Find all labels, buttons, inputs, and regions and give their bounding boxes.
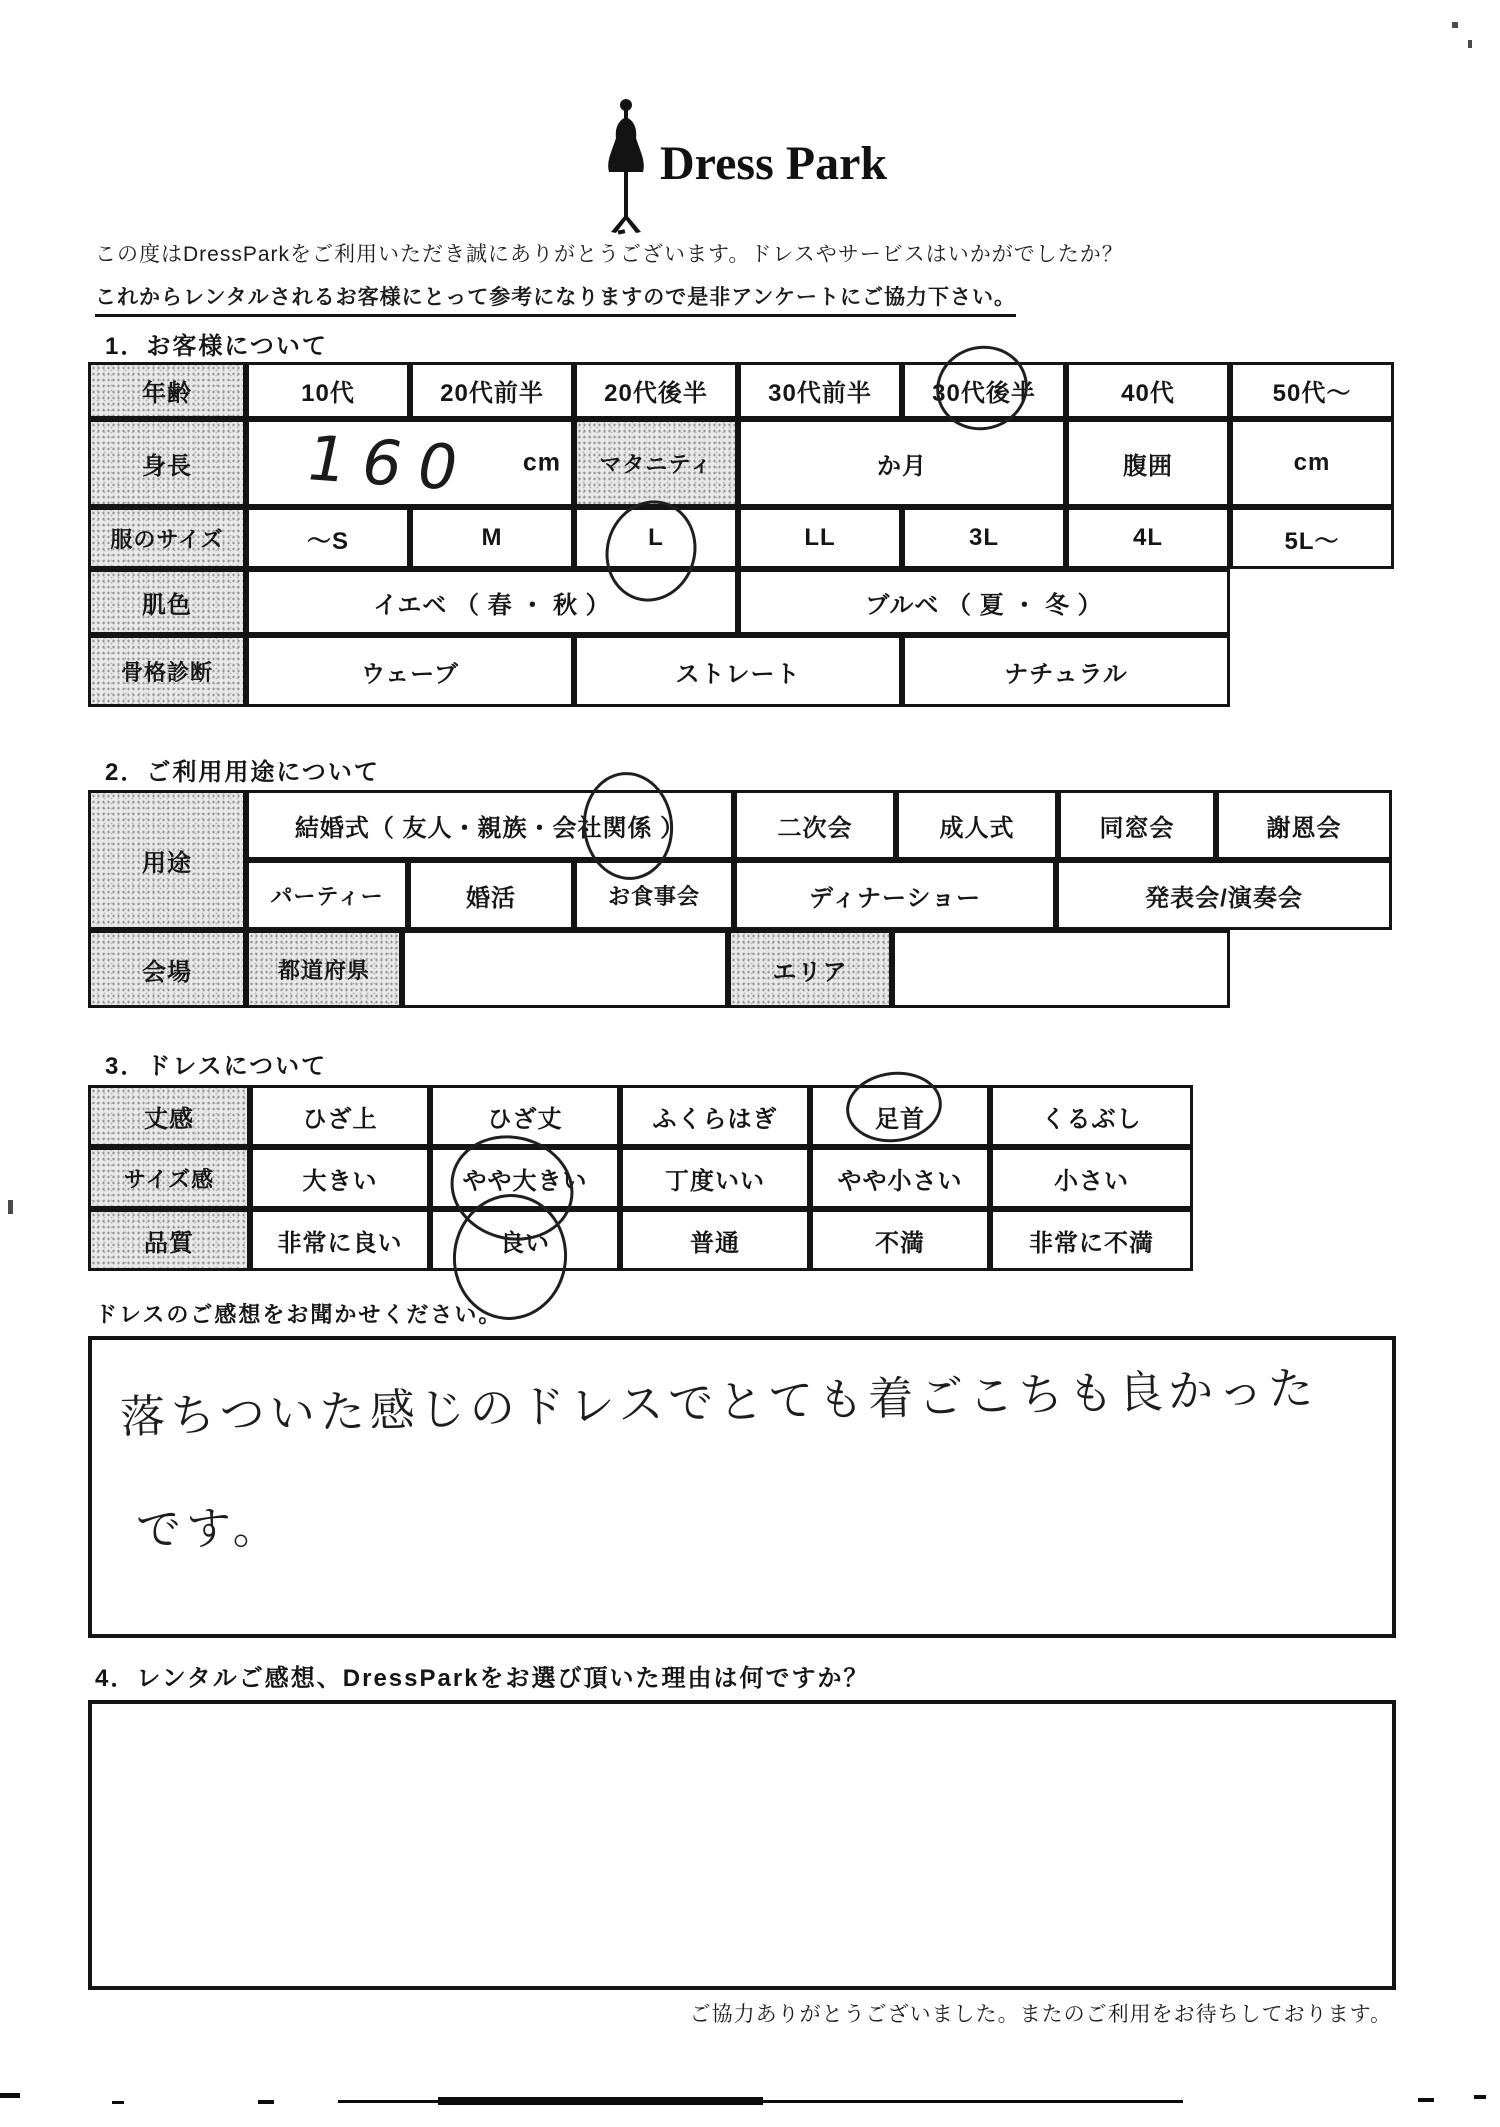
age-option[interactable]: 30代前半: [738, 362, 902, 419]
skin-option[interactable]: イエベ （ 春 ・ 秋 ）: [246, 569, 738, 635]
scan-artifact: [1474, 2095, 1486, 2099]
size-option[interactable]: LL: [738, 507, 902, 569]
footer-thanks: ご協力ありがとうございました。またのご利用をお待ちしております。: [689, 2003, 1392, 2026]
venue-prefecture-label: 都道府県: [246, 930, 402, 1008]
scan-artifact: [438, 2097, 763, 2105]
skin-header: 肌色: [88, 569, 246, 635]
venue-header: 会場: [88, 930, 246, 1008]
maternity-label: マタニティ: [574, 419, 738, 507]
age-option[interactable]: 40代: [1066, 362, 1230, 419]
section1-title: 1．お客様について: [105, 333, 328, 360]
scan-artifact: [1418, 2098, 1434, 2102]
height-header: 身長: [88, 419, 246, 507]
quality-option-selected[interactable]: 良い: [430, 1209, 620, 1271]
length-option[interactable]: くるぶし: [990, 1085, 1193, 1147]
age-header: 年齢: [88, 362, 246, 419]
height-unit-label: cm: [522, 448, 561, 477]
size-option[interactable]: M: [410, 507, 574, 569]
size-option[interactable]: 3L: [902, 507, 1066, 569]
brand-logo: [602, 98, 887, 236]
size-option[interactable]: 5L～: [1230, 507, 1394, 569]
intro-line2: これからレンタルされるお客様にとって参考になりますので是非アンケートにご協力下さい。: [95, 281, 1016, 317]
purpose-option[interactable]: 発表会/演奏会: [1056, 860, 1392, 930]
skin-option[interactable]: ブルベ （ 夏 ・ 冬 ）: [738, 569, 1230, 635]
section2-title: 2．ご利用用途について: [105, 759, 380, 786]
skeleton-option[interactable]: ウェーブ: [246, 635, 574, 707]
purpose-option[interactable]: パーティー: [246, 860, 408, 930]
scan-speck: [8, 1200, 13, 1214]
length-option[interactable]: ひざ上: [250, 1085, 430, 1147]
girth-label: 腹囲: [1066, 419, 1230, 507]
fit-option[interactable]: 大きい: [250, 1147, 430, 1209]
fit-option[interactable]: 小さい: [990, 1147, 1193, 1209]
age-option-selected[interactable]: 30代後半: [902, 362, 1066, 419]
length-header: 丈感: [88, 1085, 250, 1147]
age-option[interactable]: 20代前半: [410, 362, 574, 419]
venue-area-label: エリア: [728, 930, 892, 1008]
quality-header: 品質: [88, 1209, 250, 1271]
fit-option[interactable]: 丁度いい: [620, 1147, 810, 1209]
maternity-months-input[interactable]: か月: [738, 419, 1066, 507]
feedback-handwriting-line2: です。: [135, 1500, 283, 1557]
skeleton-header: 骨格診断: [88, 635, 246, 707]
rental-feedback-textbox[interactable]: [88, 1700, 1396, 1990]
quality-option[interactable]: 不満: [810, 1209, 990, 1271]
fit-header: サイズ感: [88, 1147, 250, 1209]
purpose-option[interactable]: 成人式: [896, 790, 1058, 860]
length-option[interactable]: ひざ丈: [430, 1085, 620, 1147]
size-option[interactable]: 4L: [1066, 507, 1230, 569]
age-option[interactable]: 20代後半: [574, 362, 738, 419]
feedback-handwriting-line1: 落ちついた感じのドレスでとても着ごこちも良かった: [119, 1361, 1319, 1444]
skeleton-option[interactable]: ナチュラル: [902, 635, 1230, 707]
fit-option[interactable]: やや小さい: [810, 1147, 990, 1209]
venue-area-input[interactable]: [892, 930, 1230, 1008]
length-option[interactable]: ふくらはぎ: [620, 1085, 810, 1147]
age-option[interactable]: 10代: [246, 362, 410, 419]
size-header: 服のサイズ: [88, 507, 246, 569]
section4-title: 4．レンタルご感想、DressParkをお選び頂いた理由は何ですか？: [95, 1665, 870, 1692]
size-option[interactable]: ～S: [246, 507, 410, 569]
scan-speck: [1468, 40, 1472, 48]
length-option-selected[interactable]: 足首: [810, 1085, 990, 1147]
dress-form-icon: [602, 98, 650, 236]
feedback-textbox[interactable]: [88, 1336, 1396, 1638]
scan-artifact: [258, 2100, 274, 2104]
height-input[interactable]: [246, 419, 574, 507]
quality-option[interactable]: 普通: [620, 1209, 810, 1271]
quality-option[interactable]: 非常に不満: [990, 1209, 1193, 1271]
girth-unit-input[interactable]: cm: [1230, 419, 1394, 507]
age-option[interactable]: 50代～: [1230, 362, 1394, 419]
purpose-option[interactable]: ディナーショー: [734, 860, 1056, 930]
scan-artifact: [0, 2093, 20, 2098]
size-option-selected[interactable]: L: [574, 507, 738, 569]
quality-option[interactable]: 非常に良い: [250, 1209, 430, 1271]
feedback-prompt: ドレスのご感想をお聞かせください。: [95, 1302, 503, 1327]
purpose-option[interactable]: お食事会: [574, 860, 734, 930]
height-handwritten-value: 160: [299, 421, 481, 505]
purpose-option[interactable]: 同窓会: [1058, 790, 1216, 860]
purpose-option[interactable]: 謝恩会: [1216, 790, 1392, 860]
venue-prefecture-input[interactable]: [402, 930, 728, 1008]
scan-speck: [1452, 22, 1458, 28]
skeleton-option[interactable]: ストレート: [574, 635, 902, 707]
purpose-option-wedding[interactable]: 結婚式（ 友人・親族・会社関係 ）: [246, 790, 734, 860]
intro-line1: この度はDressParkをご利用いただき誠にありがとうございます。ドレスやサービスはいかがでしたか？: [95, 243, 1124, 266]
purpose-header: 用途: [88, 790, 246, 930]
brand-name: Dress Park: [660, 137, 888, 190]
purpose-option[interactable]: 婚活: [408, 860, 574, 930]
fit-option-selected[interactable]: やや大きい: [430, 1147, 620, 1209]
purpose-option[interactable]: 二次会: [734, 790, 896, 860]
scan-artifact: [112, 2101, 124, 2104]
section3-title: 3．ドレスについて: [105, 1053, 328, 1080]
